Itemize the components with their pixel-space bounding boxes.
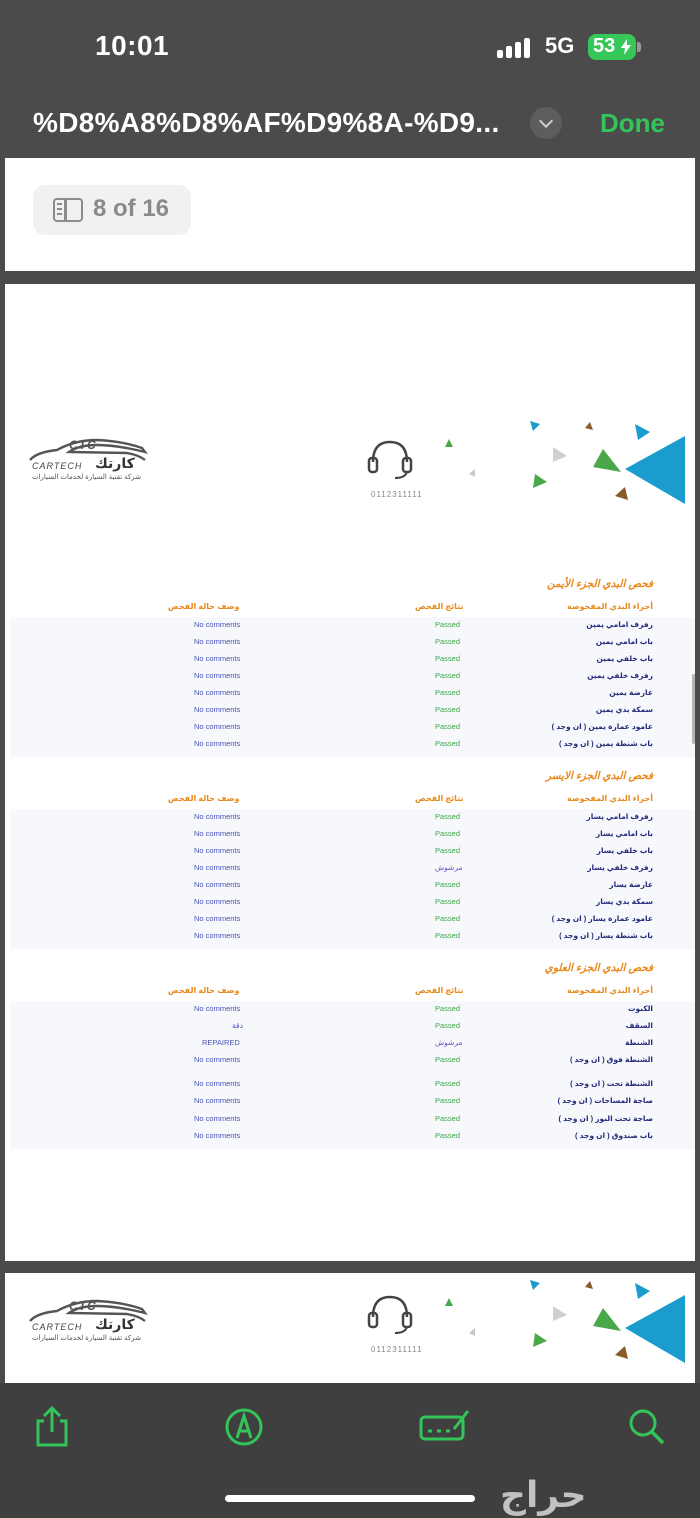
table-row <box>10 668 695 685</box>
col-header-result: نتائج الفحص <box>415 602 464 611</box>
row-part: الشنطة فوق ( ان وجد ) <box>569 1055 653 1064</box>
row-part: صاجة تحت البور ( ان وجد ) <box>558 1114 653 1123</box>
home-indicator[interactable] <box>225 1495 475 1502</box>
table-row <box>10 928 695 945</box>
battery-level: 53 <box>593 35 616 57</box>
document-title[interactable]: %D8%A8%D8%AF%D9%8A-%D9... <box>33 107 500 138</box>
scroll-indicator[interactable] <box>692 674 695 744</box>
table-row <box>10 736 695 753</box>
row-result: Passed <box>435 931 461 940</box>
row-part: الشنطة تحت ( ان وجد ) <box>570 1079 653 1088</box>
sidebar-icon <box>53 198 83 222</box>
row-part: باب صندوق ( ان وجد ) <box>575 1131 653 1140</box>
row-part: الشنطة <box>625 1038 653 1047</box>
col-header-desc: وصف حالة الفحص <box>168 602 240 611</box>
table-row <box>10 894 695 911</box>
col-header-parts: أجزاء البدي المفحوصة <box>567 986 653 995</box>
row-result: Passed <box>435 705 461 714</box>
row-part: رفرف خلفي يسار <box>587 863 653 872</box>
row-part: سمكة بدي يسار <box>595 897 653 906</box>
col-header-parts: أجزاء البدي المفحوصة <box>567 602 653 611</box>
chevron-down-icon[interactable] <box>530 107 562 139</box>
row-part: باب امامي يمين <box>595 637 653 646</box>
logo-ctc-text: CTC <box>69 1299 97 1313</box>
row-desc: No comments <box>194 880 241 889</box>
decorative-shapes <box>435 414 695 514</box>
row-part: باب خلفي يسار <box>596 846 653 855</box>
nav-bar <box>0 95 700 158</box>
table-row <box>10 1035 695 1052</box>
table-row <box>10 860 695 877</box>
table-row <box>10 685 695 702</box>
table-row <box>10 1001 695 1018</box>
row-result: Passed <box>435 1096 461 1105</box>
row-part: رفرف امامي يسار <box>586 812 653 821</box>
col-header-result: نتائج الفحص <box>415 794 464 803</box>
row-desc: No comments <box>194 739 241 748</box>
row-result: Passed <box>435 688 461 697</box>
table-row <box>10 651 695 668</box>
signature-icon[interactable] <box>418 1405 472 1449</box>
row-desc: No comments <box>194 1114 241 1123</box>
battery-tip <box>637 42 641 52</box>
row-part: صاجة المساحات ( ان وجد ) <box>557 1096 653 1105</box>
row-result: مرشوش <box>435 863 463 872</box>
row-desc: No comments <box>194 1131 241 1140</box>
row-desc: No comments <box>194 688 241 697</box>
search-icon[interactable] <box>625 1405 669 1449</box>
row-desc: No comments <box>194 897 241 906</box>
row-result: مرشوش <box>435 1038 463 1047</box>
table-row <box>10 719 695 736</box>
markup-icon[interactable] <box>222 1405 266 1449</box>
row-result: Passed <box>435 914 461 923</box>
row-result: Passed <box>435 637 461 646</box>
col-header-result: نتائج الفحص <box>415 986 464 995</box>
section-title-left: فحص البدي الجزء الايسر <box>545 770 653 782</box>
row-part: باب شنطة يسار ( ان وجد ) <box>559 931 653 940</box>
headset-icon <box>365 1291 415 1336</box>
table-row <box>10 702 695 719</box>
pdf-page-next <box>5 1273 695 1383</box>
row-part: رفرف امامي يمين <box>586 620 653 629</box>
table-row <box>10 877 695 894</box>
phone-number: 0112311111 <box>371 1345 423 1354</box>
status-time: 10:01 <box>95 30 170 61</box>
row-result: Passed <box>435 654 461 663</box>
pdf-page-current <box>5 284 695 1261</box>
row-desc: No comments <box>194 1004 241 1013</box>
logo-brand-arabic: كارتك <box>95 455 135 471</box>
cartech-logo <box>27 436 152 486</box>
row-desc: No comments <box>194 1055 241 1064</box>
table-row <box>10 809 695 826</box>
row-result: Passed <box>435 1021 461 1030</box>
row-result: Passed <box>435 812 461 821</box>
page-indicator[interactable] <box>33 185 191 235</box>
col-header-desc: وصف حالة الفحص <box>168 794 240 803</box>
table-row <box>10 1111 695 1128</box>
table-row <box>10 617 695 634</box>
done-button[interactable]: Done <box>600 108 665 138</box>
row-desc: No comments <box>194 931 241 940</box>
logo-cartech-text: CARTECH <box>32 461 83 471</box>
row-result: Passed <box>435 1114 461 1123</box>
row-desc: No comments <box>194 863 241 872</box>
decorative-shapes <box>435 1273 695 1373</box>
row-result: Passed <box>435 620 461 629</box>
section-rows-top <box>10 1001 695 1149</box>
watermark-logo: حراج <box>500 1474 587 1515</box>
row-part: الكبوت <box>627 1004 653 1013</box>
section-title-right: فحص البدي الجزء الأيمن <box>547 578 653 590</box>
network-type: 5G <box>545 33 575 58</box>
section-title-top: فحص البدي الجزء العلوي <box>544 962 653 974</box>
row-result: Passed <box>435 1055 461 1064</box>
row-result: Passed <box>435 880 461 889</box>
row-desc: No comments <box>194 722 241 731</box>
row-part: السقف <box>625 1021 653 1030</box>
table-row <box>10 911 695 928</box>
row-desc: No comments <box>194 1096 241 1105</box>
table-row <box>10 634 695 651</box>
row-desc: No comments <box>194 812 241 821</box>
section-rows-right <box>10 617 695 757</box>
section-rows-left <box>10 809 695 949</box>
table-row <box>10 843 695 860</box>
row-part: رفرف خلفي يمين <box>587 671 653 680</box>
phone-number: 0112311111 <box>371 490 423 499</box>
row-part: سمكة بدي يمين <box>595 705 653 714</box>
table-row <box>10 1018 695 1035</box>
cartech-logo <box>27 1297 152 1347</box>
row-desc: No comments <box>194 671 241 680</box>
headset-icon <box>365 436 415 481</box>
table-row <box>10 826 695 843</box>
table-row <box>10 1052 695 1069</box>
row-desc: No comments <box>194 654 241 663</box>
row-desc: No comments <box>194 914 241 923</box>
page-count: 8 of 16 <box>93 195 170 222</box>
col-header-parts: أجزاء البدي المفحوصة <box>567 794 653 803</box>
row-part: عامود عمارة يمين ( ان وجد ) <box>551 722 653 731</box>
table-row <box>10 1128 695 1145</box>
table-row <box>10 1093 695 1110</box>
row-desc: REPAIRED <box>202 1038 240 1047</box>
share-icon[interactable] <box>30 1405 74 1449</box>
logo-tagline: شركة تقنية السيارة لخدمات السيارات <box>32 1335 141 1342</box>
row-part: باب خلفي يمين <box>596 654 653 663</box>
row-desc: No comments <box>194 620 241 629</box>
row-result: Passed <box>435 829 461 838</box>
row-result: Passed <box>435 1131 461 1140</box>
logo-tagline: شركة تقنية السيارة لخدمات السيارات <box>32 474 141 481</box>
row-desc: No comments <box>194 829 241 838</box>
table-row <box>10 1076 695 1093</box>
row-desc: No comments <box>194 846 241 855</box>
row-result: Passed <box>435 739 461 748</box>
logo-brand-arabic: كارتك <box>95 1316 135 1332</box>
row-result: Passed <box>435 1079 461 1088</box>
row-desc: No comments <box>194 1079 241 1088</box>
row-desc: No comments <box>194 705 241 714</box>
row-part: باب شنطة يمين ( ان وجد ) <box>559 739 653 748</box>
row-result: Passed <box>435 1004 461 1013</box>
row-part: عامود عمارة يسار ( ان وجد ) <box>551 914 653 923</box>
row-result: Passed <box>435 722 461 731</box>
row-part: عارضة يمين <box>609 688 653 697</box>
row-result: Passed <box>435 846 461 855</box>
cellular-signal-icon <box>497 36 533 58</box>
battery-icon <box>588 34 636 60</box>
row-part: عارضة يسار <box>609 880 653 889</box>
row-part: باب امامي يسار <box>595 829 653 838</box>
col-header-desc: وصف حالة الفحص <box>168 986 240 995</box>
row-desc: دقة <box>232 1021 243 1030</box>
logo-cartech-text: CARTECH <box>32 1322 83 1332</box>
row-result: Passed <box>435 897 461 906</box>
logo-ctc-text: CTC <box>69 438 97 452</box>
status-bar <box>0 0 700 95</box>
row-result: Passed <box>435 671 461 680</box>
pdf-page-previous <box>5 158 695 271</box>
row-desc: No comments <box>194 637 241 646</box>
